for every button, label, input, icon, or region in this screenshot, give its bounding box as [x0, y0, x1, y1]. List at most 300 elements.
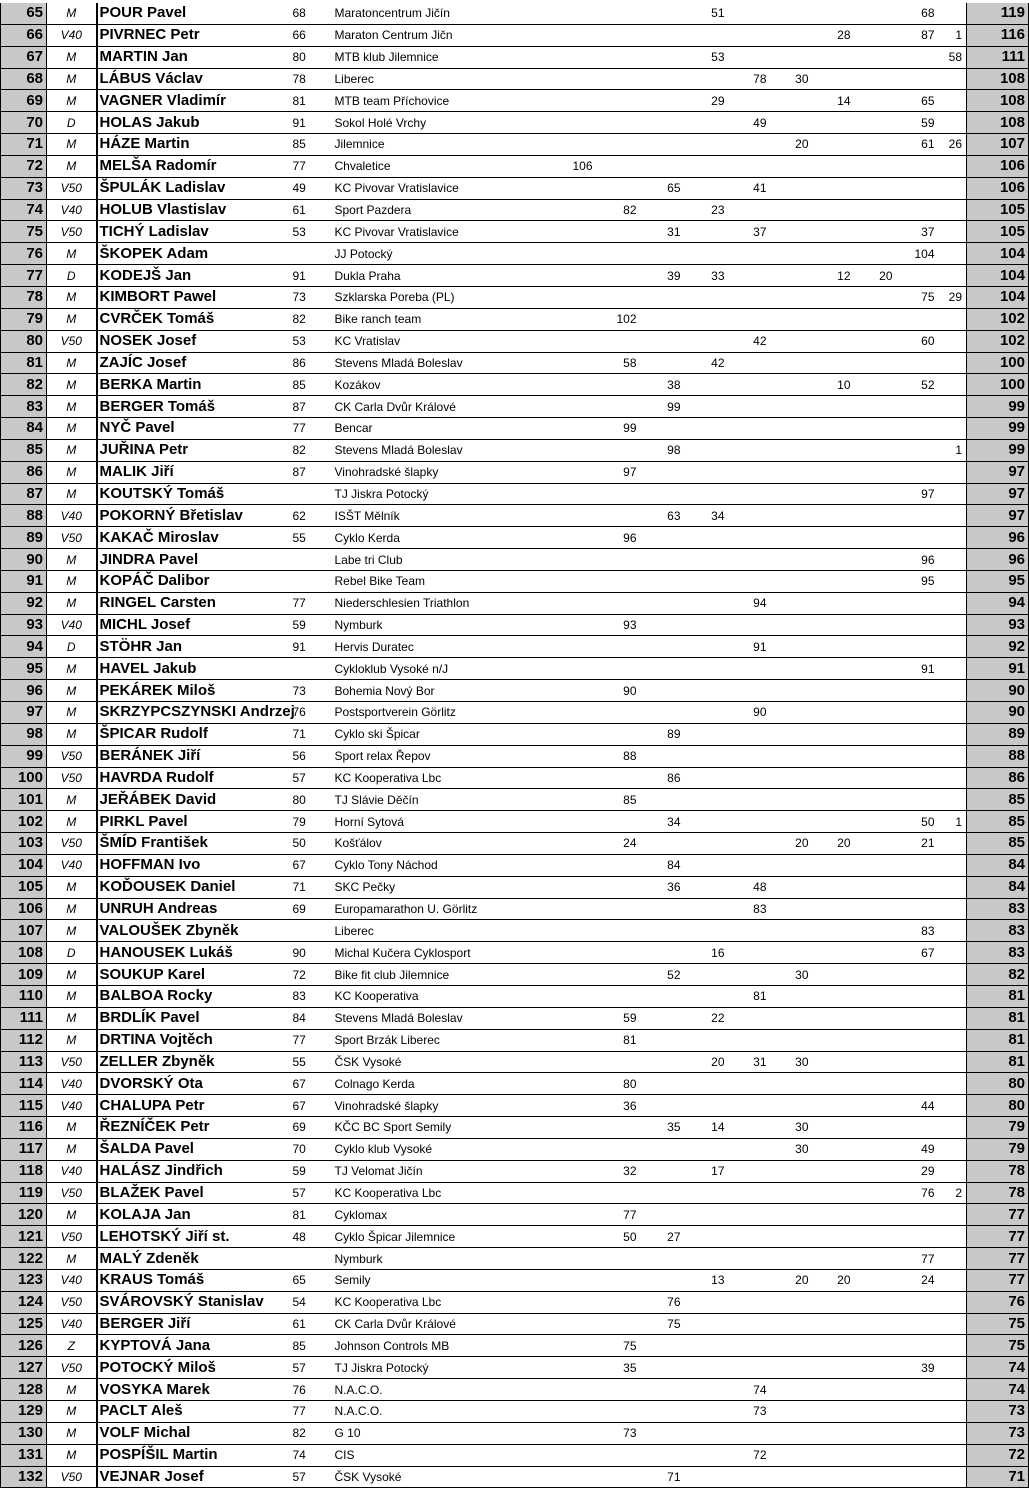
name-cell: ŠPULÁK Ladislav [97, 177, 291, 199]
club-cell: Košťálov [333, 833, 529, 855]
race-score-cell [771, 1335, 813, 1357]
name-cell: SOUKUP Karel [97, 964, 291, 986]
race-score-cell [557, 330, 597, 352]
race-score-cell [529, 330, 557, 352]
race-score-cell [813, 221, 855, 243]
race-score-cell: 73 [729, 1401, 771, 1423]
category-cell: M [47, 964, 97, 986]
race-score-cell [897, 636, 939, 658]
table-row [1, 680, 1029, 702]
race-score-cell: 30 [771, 68, 813, 90]
race-score-cell [897, 898, 939, 920]
total-cell: 95 [967, 570, 1029, 592]
total-cell: 104 [967, 265, 1029, 287]
race-score-cell [557, 767, 597, 789]
race-score-cell [855, 243, 897, 265]
table-row [1, 418, 1029, 440]
race-score-cell [855, 1182, 897, 1204]
race-score-cell: 1 [939, 811, 967, 833]
race-score-cell [939, 942, 967, 964]
name-cell: BALBOA Rocky [97, 985, 291, 1007]
race-score-cell: 82 [597, 199, 641, 221]
race-score-cell [855, 898, 897, 920]
race-score-cell [813, 439, 855, 461]
club-cell: Stevens Mladá Boleslav [333, 1007, 529, 1029]
race-score-cell [939, 658, 967, 680]
race-score-cell [813, 920, 855, 942]
race-score-cell [685, 1204, 729, 1226]
race-score-cell [597, 330, 641, 352]
race-score-cell [813, 68, 855, 90]
race-score-cell [597, 112, 641, 134]
race-score-cell [771, 199, 813, 221]
race-score-cell [855, 680, 897, 702]
rank-cell: 112 [1, 1029, 47, 1051]
race-score-cell [529, 702, 557, 724]
race-score-cell [855, 221, 897, 243]
race-score-cell [557, 854, 597, 876]
race-score-cell [685, 767, 729, 789]
race-score-cell [597, 636, 641, 658]
race-score-cell [939, 1401, 967, 1423]
race-score-cell [685, 1138, 729, 1160]
race-score-cell [813, 505, 855, 527]
race-score-cell [897, 1051, 939, 1073]
race-score-cell [771, 767, 813, 789]
category-cell: V40 [47, 854, 97, 876]
race-score-cell [641, 592, 685, 614]
birth-year-cell: 56 [291, 745, 333, 767]
category-cell: M [47, 3, 97, 24]
category-cell: M [47, 418, 97, 440]
race-score-cell [855, 1138, 897, 1160]
race-score-cell [813, 1182, 855, 1204]
birth-year-cell: 74 [291, 1444, 333, 1466]
race-score-cell: 81 [729, 985, 771, 1007]
race-score-cell [557, 1117, 597, 1139]
race-score-cell [529, 833, 557, 855]
table-row [1, 1422, 1029, 1444]
birth-year-cell: 57 [291, 767, 333, 789]
birth-year-cell: 84 [291, 1007, 333, 1029]
race-score-cell: 90 [597, 680, 641, 702]
race-score-cell [897, 1444, 939, 1466]
race-score-cell: 31 [641, 221, 685, 243]
category-cell: V50 [47, 1291, 97, 1313]
race-score-cell: 53 [685, 46, 729, 68]
race-score-cell [813, 1007, 855, 1029]
race-score-cell [641, 789, 685, 811]
race-score-cell [529, 1160, 557, 1182]
name-cell: HAVEL Jakub [97, 658, 291, 680]
total-cell: 77 [967, 1248, 1029, 1270]
race-score-cell [855, 658, 897, 680]
race-score-cell: 30 [771, 1051, 813, 1073]
race-score-cell [597, 221, 641, 243]
birth-year-cell: 69 [291, 1117, 333, 1139]
table-row [1, 811, 1029, 833]
rank-cell: 68 [1, 68, 47, 90]
race-score-cell [897, 461, 939, 483]
race-score-cell [641, 134, 685, 156]
race-score-cell [771, 680, 813, 702]
race-score-cell [771, 1248, 813, 1270]
race-score-cell [813, 483, 855, 505]
race-score-cell: 22 [685, 1007, 729, 1029]
race-score-cell [855, 68, 897, 90]
race-score-cell [529, 1444, 557, 1466]
total-cell: 100 [967, 352, 1029, 374]
race-score-cell [557, 702, 597, 724]
race-score-cell [897, 985, 939, 1007]
club-cell: KC Kooperativa Lbc [333, 1291, 529, 1313]
rank-cell: 102 [1, 811, 47, 833]
race-score-cell [685, 527, 729, 549]
rank-cell: 125 [1, 1313, 47, 1335]
table-row [1, 658, 1029, 680]
table-row [1, 24, 1029, 46]
race-score-cell [813, 658, 855, 680]
race-score-cell [813, 811, 855, 833]
race-score-cell [855, 46, 897, 68]
race-score-cell [897, 265, 939, 287]
total-cell: 85 [967, 789, 1029, 811]
race-score-cell [729, 1291, 771, 1313]
race-score-cell: 30 [771, 1138, 813, 1160]
race-score-cell [597, 1248, 641, 1270]
race-score-cell: 36 [597, 1095, 641, 1117]
race-score-cell [855, 505, 897, 527]
race-score-cell [771, 942, 813, 964]
race-score-cell [557, 658, 597, 680]
race-score-cell [897, 702, 939, 724]
race-score-cell [641, 1422, 685, 1444]
race-score-cell [939, 789, 967, 811]
club-cell: Rebel Bike Team [333, 570, 529, 592]
race-score-cell [729, 1466, 771, 1488]
race-score-cell [813, 1357, 855, 1379]
race-score-cell [557, 1422, 597, 1444]
table-row [1, 1029, 1029, 1051]
race-score-cell [855, 1444, 897, 1466]
category-cell: V50 [47, 330, 97, 352]
rank-cell: 100 [1, 767, 47, 789]
race-score-cell [897, 1379, 939, 1401]
race-score-cell: 80 [597, 1073, 641, 1095]
race-score-cell [685, 854, 729, 876]
race-score-cell [813, 1073, 855, 1095]
club-cell: Sokol Holé Vrchy [333, 112, 529, 134]
race-score-cell [641, 1204, 685, 1226]
race-score-cell [855, 1007, 897, 1029]
race-score-cell [813, 3, 855, 24]
race-score-cell [771, 636, 813, 658]
birth-year-cell: 80 [291, 46, 333, 68]
birth-year-cell: 62 [291, 505, 333, 527]
name-cell: MICHL Josef [97, 614, 291, 636]
category-cell: M [47, 1138, 97, 1160]
race-score-cell [939, 723, 967, 745]
race-score-cell [729, 396, 771, 418]
club-cell: CK Carla Dvůr Králové [333, 1313, 529, 1335]
race-score-cell: 20 [771, 833, 813, 855]
race-score-cell [855, 112, 897, 134]
race-score-cell [685, 811, 729, 833]
rank-cell: 107 [1, 920, 47, 942]
race-score-cell [729, 286, 771, 308]
total-cell: 81 [967, 985, 1029, 1007]
birth-year-cell: 69 [291, 898, 333, 920]
category-cell: M [47, 876, 97, 898]
race-score-cell [855, 1379, 897, 1401]
club-cell: Semily [333, 1269, 529, 1291]
race-score-cell [557, 964, 597, 986]
rank-cell: 124 [1, 1291, 47, 1313]
name-cell: ZAJÍC Josef [97, 352, 291, 374]
name-cell: LÁBUS Václav [97, 68, 291, 90]
table-row [1, 396, 1029, 418]
category-cell: D [47, 942, 97, 964]
race-score-cell [897, 439, 939, 461]
race-score-cell [529, 614, 557, 636]
race-score-cell [557, 636, 597, 658]
total-cell: 77 [967, 1269, 1029, 1291]
birth-year-cell: 77 [291, 418, 333, 440]
race-score-cell [557, 90, 597, 112]
race-score-cell: 35 [641, 1117, 685, 1139]
race-score-cell [597, 1138, 641, 1160]
race-score-cell [897, 614, 939, 636]
race-score-cell [939, 177, 967, 199]
race-score-cell [771, 1095, 813, 1117]
race-score-cell [771, 155, 813, 177]
race-score-cell [685, 483, 729, 505]
race-score-cell: 49 [729, 112, 771, 134]
race-score-cell [939, 1051, 967, 1073]
birth-year-cell [291, 570, 333, 592]
race-score-cell: 21 [897, 833, 939, 855]
race-score-cell [685, 1401, 729, 1423]
race-score-cell [729, 614, 771, 636]
race-score-cell [771, 854, 813, 876]
rank-cell: 96 [1, 680, 47, 702]
race-score-cell [529, 265, 557, 287]
category-cell: M [47, 1248, 97, 1270]
birth-year-cell: 49 [291, 177, 333, 199]
table-row [1, 330, 1029, 352]
race-score-cell [597, 439, 641, 461]
race-score-cell [939, 1160, 967, 1182]
club-cell: Labe tri Club [333, 549, 529, 571]
name-cell: CHALUPA Petr [97, 1095, 291, 1117]
race-score-cell: 20 [813, 833, 855, 855]
club-cell: MTB team Příchovice [333, 90, 529, 112]
rank-cell: 101 [1, 789, 47, 811]
club-cell: Colnago Kerda [333, 1073, 529, 1095]
total-cell: 74 [967, 1357, 1029, 1379]
table-row [1, 221, 1029, 243]
total-cell: 104 [967, 286, 1029, 308]
results-sheet [0, 3, 1025, 1488]
category-cell: M [47, 898, 97, 920]
race-score-cell [641, 330, 685, 352]
race-score-cell [939, 1095, 967, 1117]
birth-year-cell: 57 [291, 1466, 333, 1488]
category-cell: V50 [47, 1357, 97, 1379]
name-cell: BRDLÍK Pavel [97, 1007, 291, 1029]
race-score-cell [685, 1226, 729, 1248]
rank-cell: 106 [1, 898, 47, 920]
race-score-cell [729, 1073, 771, 1095]
birth-year-cell: 70 [291, 1138, 333, 1160]
race-score-cell [729, 374, 771, 396]
race-score-cell [557, 985, 597, 1007]
race-score-cell: 48 [729, 876, 771, 898]
race-score-cell [729, 549, 771, 571]
rank-cell: 117 [1, 1138, 47, 1160]
name-cell: STÖHR Jan [97, 636, 291, 658]
club-cell: Johnson Controls MB [333, 1335, 529, 1357]
race-score-cell [855, 876, 897, 898]
race-score-cell [597, 134, 641, 156]
table-row [1, 3, 1029, 24]
race-score-cell [729, 680, 771, 702]
category-cell: M [47, 439, 97, 461]
table-row [1, 920, 1029, 942]
race-score-cell [529, 134, 557, 156]
total-cell: 102 [967, 330, 1029, 352]
race-score-cell [897, 1466, 939, 1488]
race-score-cell [771, 1007, 813, 1029]
name-cell: TICHÝ Ladislav [97, 221, 291, 243]
race-score-cell [729, 1182, 771, 1204]
race-score-cell [641, 1357, 685, 1379]
name-cell: MALIK Jiří [97, 461, 291, 483]
race-score-cell [939, 1444, 967, 1466]
table-row [1, 1357, 1029, 1379]
category-cell: M [47, 658, 97, 680]
race-score-cell: 85 [597, 789, 641, 811]
race-score-cell [813, 112, 855, 134]
race-score-cell [557, 1313, 597, 1335]
race-score-cell [529, 1422, 557, 1444]
race-score-cell [729, 1029, 771, 1051]
club-cell: KC Pivovar Vratislavice [333, 177, 529, 199]
category-cell: M [47, 68, 97, 90]
rank-cell: 86 [1, 461, 47, 483]
race-score-cell [729, 1226, 771, 1248]
rank-cell: 92 [1, 592, 47, 614]
race-score-cell [897, 46, 939, 68]
race-score-cell: 65 [641, 177, 685, 199]
race-score-cell [597, 286, 641, 308]
category-cell: M [47, 789, 97, 811]
race-score-cell [529, 1357, 557, 1379]
club-cell: Stevens Mladá Boleslav [333, 439, 529, 461]
race-score-cell [529, 789, 557, 811]
race-score-cell: 78 [729, 68, 771, 90]
club-cell: Cyklomax [333, 1204, 529, 1226]
race-score-cell: 84 [641, 854, 685, 876]
table-row [1, 1160, 1029, 1182]
race-score-cell [685, 1422, 729, 1444]
category-cell: V50 [47, 1182, 97, 1204]
birth-year-cell: 76 [291, 702, 333, 724]
race-score-cell [939, 155, 967, 177]
name-cell: KAKAČ Miroslav [97, 527, 291, 549]
race-score-cell: 87 [897, 24, 939, 46]
race-score-cell [897, 1073, 939, 1095]
table-row [1, 286, 1029, 308]
birth-year-cell: 81 [291, 1204, 333, 1226]
race-score-cell [897, 1007, 939, 1029]
total-cell: 119 [967, 3, 1029, 24]
name-cell: BERGER Tomáš [97, 396, 291, 418]
race-score-cell [855, 483, 897, 505]
race-score-cell [685, 1335, 729, 1357]
total-cell: 78 [967, 1182, 1029, 1204]
birth-year-cell [291, 658, 333, 680]
race-score-cell [939, 68, 967, 90]
race-score-cell [813, 680, 855, 702]
race-score-cell [529, 1313, 557, 1335]
race-score-cell: 58 [939, 46, 967, 68]
birth-year-cell: 73 [291, 286, 333, 308]
category-cell: M [47, 1444, 97, 1466]
name-cell: PEKÁREK Miloš [97, 680, 291, 702]
race-score-cell [685, 134, 729, 156]
race-score-cell [729, 418, 771, 440]
race-score-cell [939, 199, 967, 221]
race-score-cell [771, 1226, 813, 1248]
rank-cell: 115 [1, 1095, 47, 1117]
rank-cell: 118 [1, 1160, 47, 1182]
race-score-cell [685, 1073, 729, 1095]
category-cell: M [47, 90, 97, 112]
category-cell: M [47, 483, 97, 505]
race-score-cell [897, 767, 939, 789]
race-score-cell [939, 1379, 967, 1401]
race-score-cell [855, 702, 897, 724]
race-score-cell [529, 199, 557, 221]
race-score-cell [939, 396, 967, 418]
club-cell: Jilemnice [333, 134, 529, 156]
table-row [1, 614, 1029, 636]
race-score-cell [529, 439, 557, 461]
table-row [1, 374, 1029, 396]
race-score-cell [729, 1007, 771, 1029]
race-score-cell [897, 723, 939, 745]
name-cell: MARTIN Jan [97, 46, 291, 68]
race-score-cell [529, 1204, 557, 1226]
race-score-cell [557, 680, 597, 702]
total-cell: 108 [967, 90, 1029, 112]
birth-year-cell: 79 [291, 811, 333, 833]
race-score-cell [855, 985, 897, 1007]
race-score-cell: 29 [685, 90, 729, 112]
birth-year-cell: 82 [291, 1422, 333, 1444]
race-score-cell [529, 352, 557, 374]
total-cell: 75 [967, 1335, 1029, 1357]
race-score-cell [939, 570, 967, 592]
race-score-cell [557, 352, 597, 374]
race-score-cell [557, 396, 597, 418]
race-score-cell [771, 418, 813, 440]
race-score-cell: 61 [897, 134, 939, 156]
race-score-cell [939, 374, 967, 396]
club-cell: Sport Pazdera [333, 199, 529, 221]
race-score-cell [855, 374, 897, 396]
